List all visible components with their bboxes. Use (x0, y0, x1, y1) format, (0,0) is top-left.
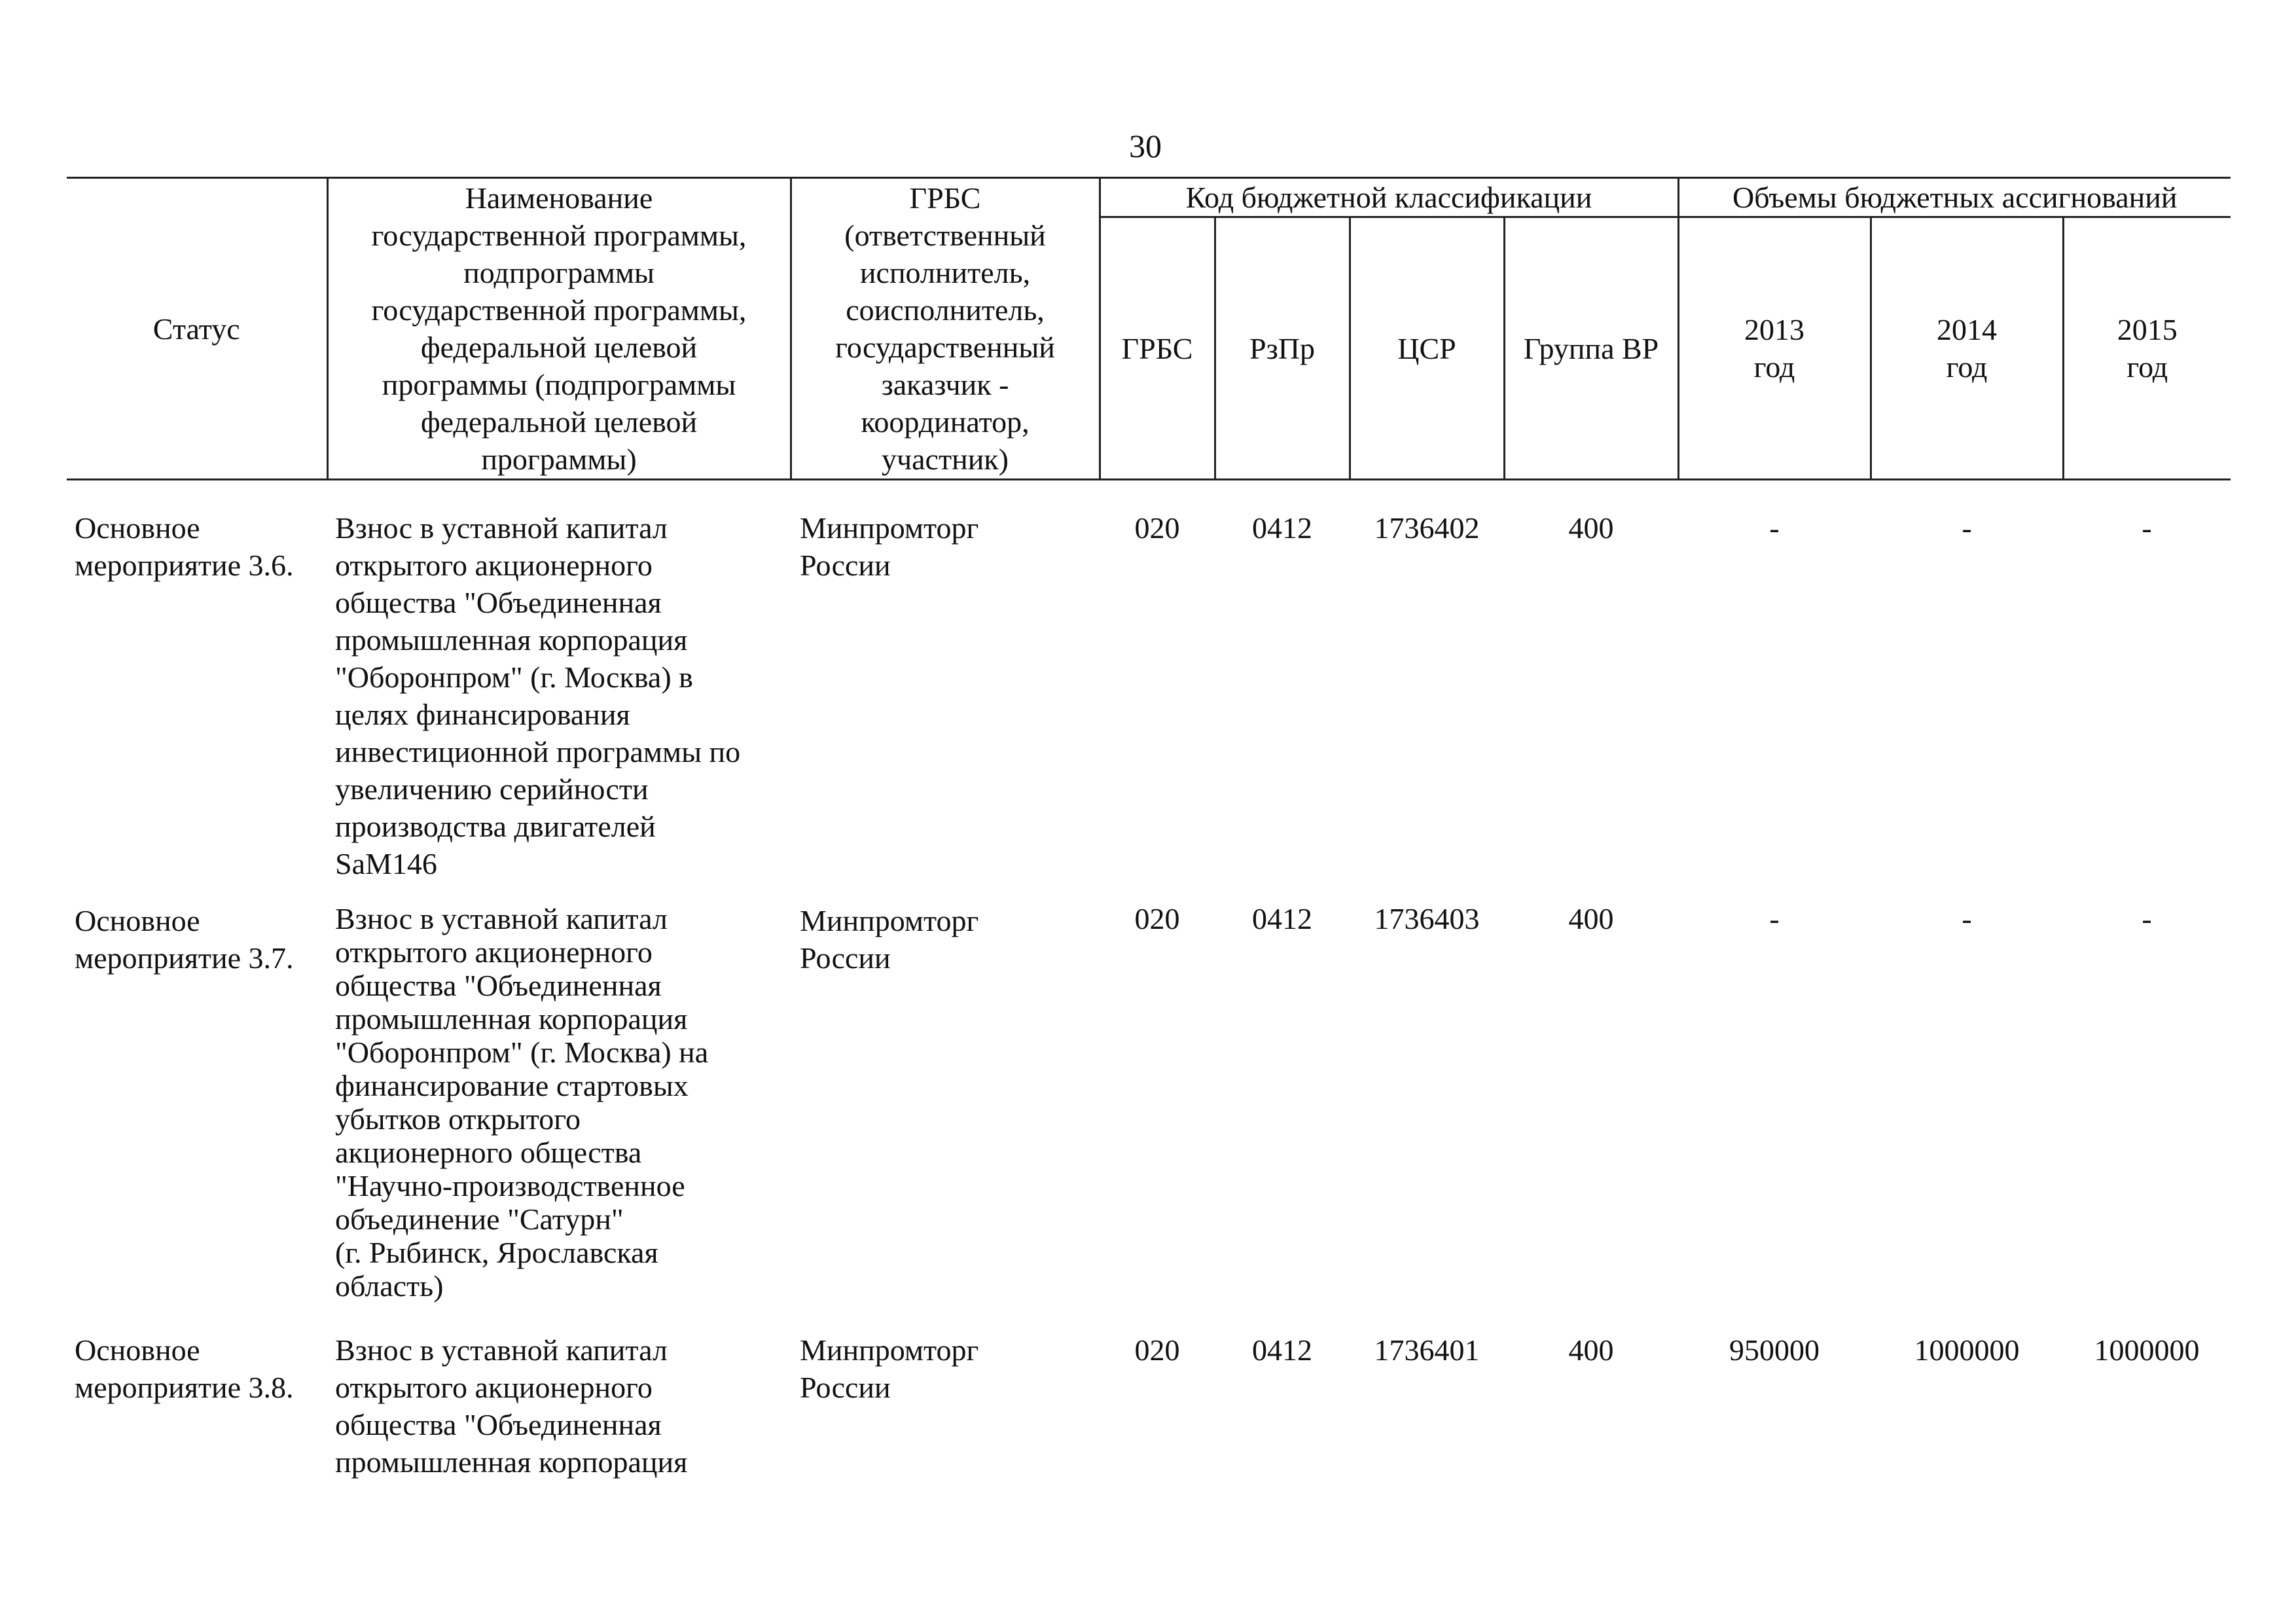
header-grbs-main: ГРБС (ответственный исполнитель, соисполнитель, государственный заказчик - координатор, участник) (791, 178, 1100, 480)
row-csr: 1736402 (1374, 511, 1480, 545)
row-name: Взнос в уставной капитал открытого акционерного общества "Объединенная промышленная корпорация (335, 1333, 688, 1479)
row-amount-2015: 1000000 (2094, 1333, 2200, 1367)
header-volumes-group: Объемы бюджетных ассигнований (1678, 178, 2231, 217)
row-amount-2015: - (2142, 511, 2152, 545)
row-amount-2015: - (2142, 902, 2152, 935)
row-amount-2014: - (1962, 511, 1972, 545)
row-amount-2013: - (1769, 902, 1780, 935)
table-row (67, 509, 2231, 882)
header-year-2015: 2015 год (2063, 217, 2231, 480)
header-code-grbs: ГРБС (1100, 217, 1215, 480)
header-status: Статус (67, 178, 327, 480)
row-code-grbs: 020 (1134, 1333, 1180, 1367)
row-grbs: Минпромторг России (800, 1333, 979, 1404)
row-amount-2014: 1000000 (1914, 1333, 2020, 1367)
row-code-grbs: 020 (1134, 511, 1180, 545)
budget-table (67, 177, 2231, 1481)
header-budget-code-group: Код бюджетной классификации (1100, 178, 1678, 217)
page-number: 30 (1129, 128, 1162, 164)
row-amount-2014: - (1962, 902, 1972, 935)
row-amount-2013: - (1769, 511, 1780, 545)
header-name: Наименование государственной программы, подпрограммы государственной программы, федеральной целевой программы (подпрограммы федеральной целевой программы) (327, 178, 791, 480)
row-vr: 400 (1568, 902, 1614, 935)
row-vr: 400 (1568, 1333, 1614, 1367)
row-rzpr: 0412 (1252, 1333, 1312, 1367)
row-status: Основное мероприятие 3.7. (75, 904, 294, 975)
row-grbs: Минпромторг России (800, 511, 979, 582)
row-status: Основное мероприятие 3.8. (75, 1333, 294, 1404)
row-grbs: Минпромторг России (800, 904, 979, 975)
row-csr: 1736403 (1374, 902, 1480, 935)
table-header (67, 178, 2231, 480)
row-code-grbs: 020 (1134, 902, 1180, 935)
row-name: Взнос в уставной капитал открытого акционерного общества "Объединенная промышленная корпорация "Оборонпром" (г. Москва) на финансирование стартовых убытков открытого акционерного общества "Научно-производственное объединение "Сатурн" (г. Рыбинск, Ярославская область) (335, 902, 709, 1303)
header-year-2013: 2013 год (1678, 217, 1871, 480)
header-code-rzpr: РзПр (1215, 217, 1350, 480)
row-vr: 400 (1568, 511, 1614, 545)
row-rzpr: 0412 (1252, 511, 1312, 545)
table-row (67, 902, 2231, 1303)
row-status: Основное мероприятие 3.6. (75, 511, 294, 582)
header-year-2014: 2014 год (1871, 217, 2063, 480)
header-code-vr: Группа ВР (1504, 217, 1678, 480)
table-row (67, 1331, 2231, 1481)
header-code-csr: ЦСР (1350, 217, 1504, 480)
table-body (67, 480, 2231, 1481)
row-rzpr: 0412 (1252, 902, 1312, 935)
row-amount-2013: 950000 (1729, 1333, 1820, 1367)
row-csr: 1736401 (1374, 1333, 1480, 1367)
row-name: Взнос в уставной капитал открытого акционерного общества "Объединенная промышленная корпорация "Оборонпром" (г. Москва) в целях финансирования инвестиционной программы по увеличению серийности производства двигателей SaM146 (335, 511, 741, 880)
